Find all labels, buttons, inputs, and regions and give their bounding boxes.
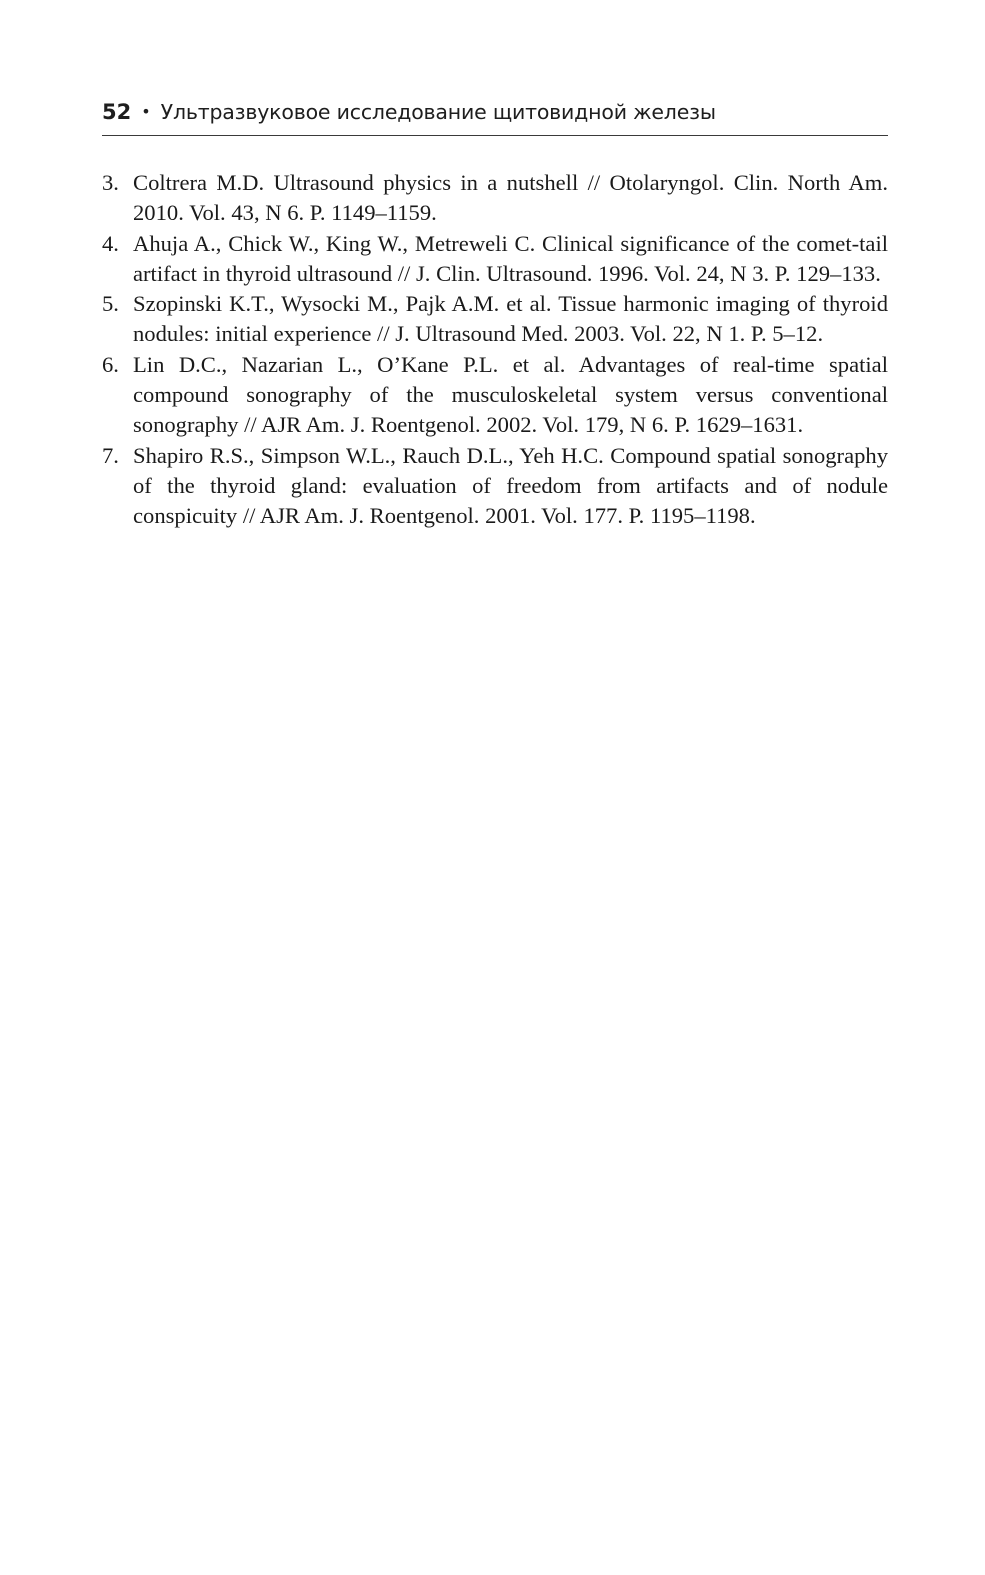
- reference-list: [102, 168, 888, 532]
- reference-text: Ahuja A., Chick W., King W., Metreweli C. Clinical significance of the comet-tail artifact in thyroid ultrasound // J. Clin. Ultrasound. 1996. Vol. 24, N 3. P. 129–133.: [133, 230, 888, 286]
- reference-item: [102, 350, 888, 441]
- reference-item: [102, 168, 888, 229]
- reference-number: 6.: [102, 351, 119, 377]
- page-number: 52: [102, 100, 132, 124]
- reference-number: 3.: [102, 170, 119, 195]
- reference-text: Szopinski K.T., Wysocki M., Pajk A.M. et al. Tissue harmonic imaging of thyroid nodules: initial experience // J. Ultrasound Med. 2003. Vol. 22, N 1. P. 5–12.: [133, 291, 888, 347]
- reference-number: 7.: [102, 442, 119, 468]
- reference-item: [102, 441, 888, 532]
- reference-number: 4.: [102, 230, 119, 256]
- reference-item: [102, 229, 888, 290]
- header-separator: •: [141, 102, 151, 121]
- reference-text: Shapiro R.S., Simpson W.L., Rauch D.L., Yeh H.C. Compound spatial sonography of the thyroid gland: evaluation of freedom from artifacts and of nodule conspicuity // AJR Am. J. Roentgenol. 2001. Vol. 177. P. 1195–1198.: [133, 442, 888, 529]
- reference-number: 5.: [102, 291, 119, 317]
- reference-text: Lin D.C., Nazarian L., O’Kane P.L. et al. Advantages of real-time spatial compound sonography of the musculoskeletal system versus conventional sonography // AJR Am. J. Roentgenol. 2002. Vol. 179, N 6. P. 1629–1631.: [133, 351, 888, 438]
- reference-text: Coltrera M.D. Ultrasound physics in a nutshell // Otolaryngol. Clin. North Am. 2010. Vol. 43, N 6. P. 1149–1159.: [133, 170, 888, 226]
- reference-item: [102, 289, 888, 350]
- page-header: [102, 98, 888, 136]
- running-title: Ультразвуковое исследование щитовидной железы: [160, 100, 716, 124]
